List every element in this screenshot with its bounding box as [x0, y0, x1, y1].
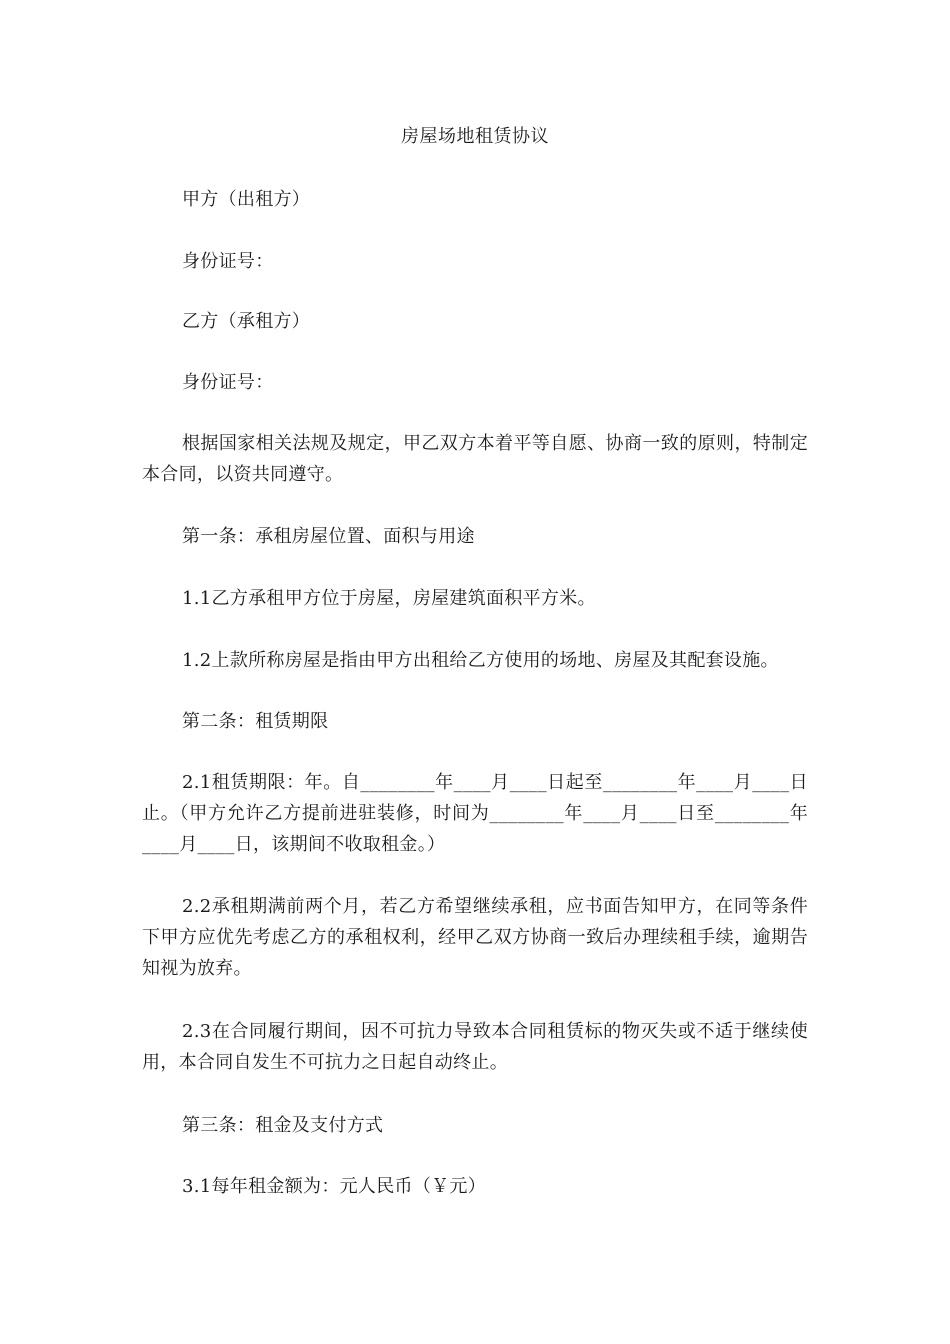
- party-b-id-label: 身份证号：: [182, 372, 274, 393]
- article-3-heading: 第三条：租金及支付方式: [182, 1115, 384, 1136]
- party-b-label: 乙方（承租方）: [182, 311, 311, 332]
- document-title: 房屋场地租赁协议: [401, 126, 549, 147]
- clause-3-1: 3.1每年租金额为：元人民币（￥元）: [182, 1176, 487, 1197]
- preamble-paragraph: 根据国家相关法规及规定，甲乙双方本着平等自愿、协商一致的原则，特制定本合同，以资共同遵守。: [142, 433, 808, 485]
- clause-1-2: 1.2上款所称房屋是指由甲方出租给乙方使用的场地、房屋及其配套设施。: [182, 650, 779, 671]
- party-a-id-label: 身份证号：: [182, 251, 274, 272]
- article-2-heading: 第二条：租赁期限: [182, 711, 329, 732]
- clause-1-1: 1.1乙方承租甲方位于房屋，房屋建筑面积平方米。: [182, 588, 596, 609]
- party-a-label: 甲方（出租方）: [182, 189, 311, 210]
- clause-2-1: 2.1租赁期限：年。自________年____月____日起至________年____月____日止。（甲方允许乙方提前进驻装修，时间为________年____月____日至________年____月____日，该期间不收取租金。）: [142, 772, 808, 855]
- clause-2-3: 2.3在合同履行期间，因不可抗力导致本合同租赁标的物灭失或不适于继续使用，本合同自发生不可抗力之日起自动终止。: [142, 1021, 808, 1073]
- clause-2-2: 2.2承租期满前两个月，若乙方希望继续承租，应书面告知甲方，在同等条件下甲方应优先考虑乙方的承租权利，经甲乙双方协商一致后办理续租手续，逾期告知视为放弃。: [142, 896, 808, 979]
- article-1-heading: 第一条：承租房屋位置、面积与用途: [182, 526, 475, 547]
